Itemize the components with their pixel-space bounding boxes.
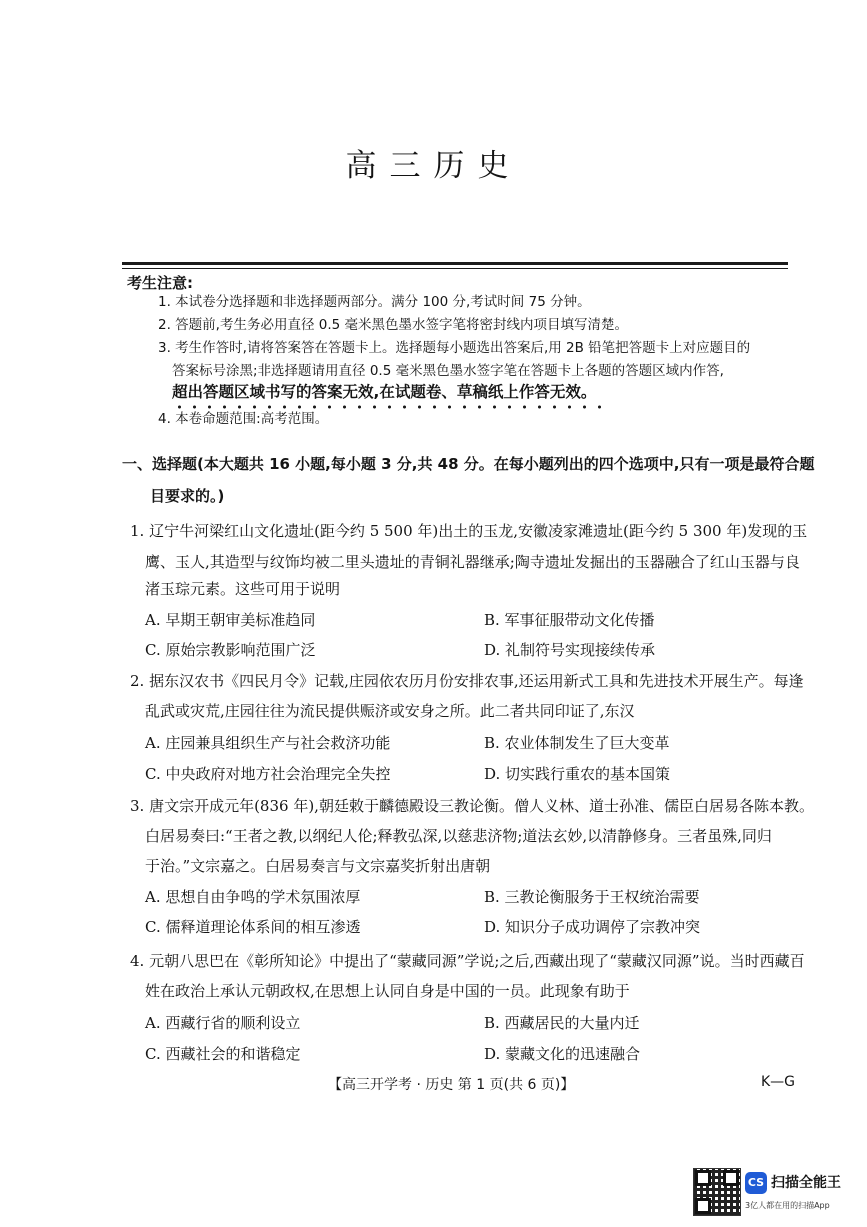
question-1-option-d: D. 礼制符号实现接续传承 [484,641,656,659]
question-4-line-2: 姓在政治上承认元朝政权,在思想上认同自身是中国的一员。此现象有助于 [145,982,630,1000]
question-3-option-d: D. 知识分子成功调停了宗教冲突 [484,918,701,936]
section-heading-cont: 目要求的。) [150,487,225,505]
question-1-option-c: C. 原始宗教影响范围广泛 [145,641,316,659]
question-4-line-1: 4. 元朝八思巴在《彰所知论》中提出了“蒙藏同源”学说;之后,西藏出现了“蒙藏汉同源”说。当时西藏百 [130,952,805,970]
question-2-line-1: 2. 据东汉农书《四民月令》记载,庄园依农历月份安排农事,还运用新式工具和先进技术开展生产。每逢 [130,672,804,690]
notice-item-3-cont: 答案标号涂黑;非选择题请用直径 0.5 毫米黑色墨水签字笔在答题卡上各题的答题区域内作答, [172,363,724,379]
footer-page-info: 【高三开学考 · 历史 第 1 页(共 6 页)】 [328,1077,575,1093]
question-4-option-d: D. 蒙藏文化的迅速融合 [484,1045,641,1063]
notice-item-3: 3. 考生作答时,请将答案答在答题卡上。选择题每小题选出答案后,用 2B 铅笔把答题卡上对应题目的 [158,340,751,356]
question-2-option-d: D. 切实践行重农的基本国策 [484,765,671,783]
question-2-option-c: C. 中央政府对地方社会治理完全失控 [145,765,391,783]
question-3-line-2: 白居易奏曰:“王者之教,以纲纪人伦;释教弘深,以慈悲济物;道法玄妙,以清静修身。三者虽殊,同归 [145,827,772,845]
watermark-brand: 扫描全能王 [771,1175,841,1191]
question-2-option-a: A. 庄园兼具组织生产与社会救济功能 [145,734,391,752]
question-2-option-b: B. 农业体制发生了巨大变革 [484,734,670,752]
question-4-option-b: B. 西藏居民的大量内迁 [484,1014,640,1032]
question-1-option-b: B. 军事征服带动文化传播 [484,611,655,629]
question-1-line-1: 1. 辽宁牛河梁红山文化遗址(距今约 5 500 年)出土的玉龙,安徽凌家滩遗址(距今约 5 300 年)发现的玉 [130,522,808,540]
divider-thick [122,262,788,265]
camscanner-logo-icon: CS [745,1172,767,1194]
question-3-option-c: C. 儒释道理论体系间的相互渗透 [145,918,361,936]
notice-item-4: 4. 本卷命题范围:高考范围。 [158,411,329,427]
footer-code: K—G [761,1074,796,1090]
question-1-line-3: 渚玉琮元素。这些可用于说明 [145,580,341,598]
question-3-line-3: 于治。”文宗嘉之。白居易奏言与文宗嘉奖折射出唐朝 [145,857,491,875]
question-3-option-b: B. 三教论衡服务于王权统治需要 [484,888,700,906]
notice-item-1: 1. 本试卷分选择题和非选择题两部分。满分 100 分,考试时间 75 分钟。 [158,294,591,310]
question-4-option-a: A. 西藏行省的顺利设立 [145,1014,301,1032]
notice-item-3-emphasis: 超出答题区域书写的答案无效,在试题卷、草稿纸上作答无效。 [172,383,597,401]
question-1-line-2: 鹰、玉人,其造型与纹饰均被二里头遗址的青铜礼器继承;陶寺遗址发掘出的玉器融合了红山玉器与良 [145,553,800,571]
notice-item-2: 2. 答题前,考生务必用直径 0.5 毫米黑色墨水签字笔将密封线内项目填写清楚。 [158,317,629,333]
notice-heading: 考生注意: [127,274,193,292]
section-heading: 一、选择题(本大题共 16 小题,每小题 3 分,共 48 分。在每小题列出的四个选项中,只有一项是最符合题 [122,455,815,473]
question-2-line-2: 乱武或灾荒,庄园往往为流民提供赈济或安身之所。此二者共同印证了,东汉 [145,702,635,720]
question-1-option-a: A. 早期王朝审美标准趋同 [145,611,316,629]
page-title: 高三历史 [345,148,522,184]
question-4-option-c: C. 西藏社会的和谐稳定 [145,1045,301,1063]
watermark-tagline: 3亿人都在用的扫描App [745,1201,830,1210]
qr-code-icon [693,1168,741,1216]
divider-thin [122,268,788,269]
question-3-line-1: 3. 唐文宗开成元年(836 年),朝廷敕于麟德殿设三教论衡。僧人义林、道士孙准、儒臣白居易各陈本教。 [130,797,814,815]
question-3-option-a: A. 思想自由争鸣的学术氛围浓厚 [145,888,361,906]
